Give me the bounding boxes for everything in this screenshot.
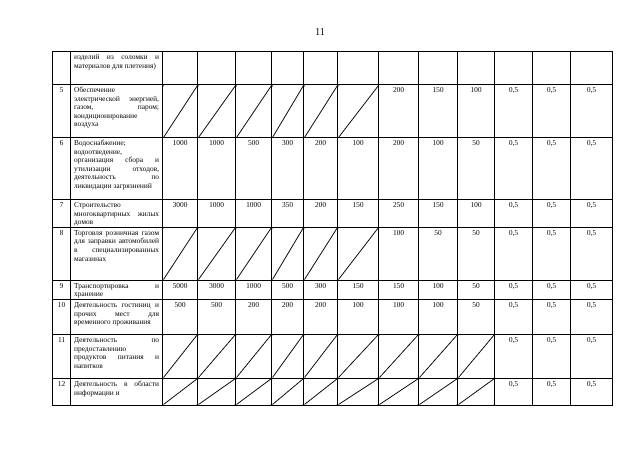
value-cell: 0,5 (571, 85, 613, 138)
value-cell: 0,5 (571, 200, 613, 228)
value-cell (419, 52, 458, 85)
crossed-cell (198, 85, 236, 138)
value-cell: 100 (338, 138, 379, 200)
crossed-cell (338, 227, 379, 280)
crossed-cell (272, 227, 304, 280)
value-cell: 200 (304, 138, 338, 200)
value-cell (338, 52, 379, 85)
row-number: 10 (53, 299, 71, 334)
value-cell: 100 (419, 138, 458, 200)
value-cell: 0,5 (571, 280, 613, 299)
value-cell: 150 (338, 200, 379, 228)
crossed-cell (198, 378, 236, 405)
row-description: Обеспечение электрической энергией, газом, паром; кондиционирование воздуха (71, 85, 163, 138)
row-description: изделий из соломки и материалов для плетения) (71, 52, 163, 85)
crossed-cell (458, 334, 495, 378)
value-cell: 500 (198, 299, 236, 334)
value-cell: 50 (458, 280, 495, 299)
value-cell: 200 (304, 299, 338, 334)
crossed-cell (338, 334, 379, 378)
value-cell: 150 (419, 85, 458, 138)
value-cell (533, 52, 571, 85)
row-number: 6 (53, 138, 71, 200)
table-row (53, 227, 613, 280)
value-cell: 250 (379, 200, 419, 228)
value-cell: 0,5 (533, 227, 571, 280)
crossed-cell (236, 227, 272, 280)
crossed-cell (236, 378, 272, 405)
value-cell: 100 (458, 85, 495, 138)
value-cell (272, 52, 304, 85)
value-cell: 0,5 (495, 280, 533, 299)
crossed-cell (338, 85, 379, 138)
value-cell: 3000 (163, 200, 198, 228)
row-description: Транспортировка и хранение (71, 280, 163, 299)
table-row (53, 138, 613, 200)
value-cell: 0,5 (495, 138, 533, 200)
value-cell: 0,5 (533, 85, 571, 138)
value-cell: 0,5 (495, 299, 533, 334)
crossed-cell (163, 227, 198, 280)
crossed-cell (304, 227, 338, 280)
table-row (53, 334, 613, 378)
value-cell: 500 (163, 299, 198, 334)
value-cell: 50 (458, 227, 495, 280)
value-cell: 0,5 (533, 299, 571, 334)
value-cell: 5000 (163, 280, 198, 299)
crossed-cell (304, 334, 338, 378)
value-cell: 0,5 (533, 334, 571, 378)
table-row (53, 280, 613, 299)
value-cell: 500 (236, 138, 272, 200)
value-cell: 0,5 (495, 200, 533, 228)
value-cell: 150 (419, 200, 458, 228)
row-description: Строительство многоквартирных жилых домов (71, 200, 163, 228)
row-number: 8 (53, 227, 71, 280)
value-cell: 50 (419, 227, 458, 280)
table-row (53, 200, 613, 228)
value-cell: 0,5 (495, 85, 533, 138)
crossed-cell (304, 378, 338, 405)
rates-table (52, 51, 613, 406)
row-description: Торговля розничная газом для заправки автомобилей в специализированных магазинах (71, 227, 163, 280)
value-cell: 300 (272, 138, 304, 200)
crossed-cell (236, 85, 272, 138)
value-cell: 150 (338, 280, 379, 299)
value-cell (495, 52, 533, 85)
row-description: Деятельность гостиниц и прочих мест для временного проживания (71, 299, 163, 334)
value-cell: 1000 (163, 138, 198, 200)
crossed-cell (272, 334, 304, 378)
value-cell: 300 (304, 280, 338, 299)
crossed-cell (163, 378, 198, 405)
crossed-cell (338, 378, 379, 405)
crossed-cell (163, 85, 198, 138)
value-cell (304, 52, 338, 85)
row-number: 7 (53, 200, 71, 228)
crossed-cell (379, 334, 419, 378)
crossed-cell (379, 378, 419, 405)
value-cell (163, 52, 198, 85)
value-cell: 100 (338, 299, 379, 334)
row-description: Деятельность в области информации и (71, 378, 163, 405)
value-cell: 50 (458, 138, 495, 200)
value-cell: 0,5 (571, 138, 613, 200)
value-cell: 200 (272, 299, 304, 334)
value-cell (458, 52, 495, 85)
row-number: 11 (53, 334, 71, 378)
value-cell: 0,5 (571, 299, 613, 334)
value-cell (571, 52, 613, 85)
value-cell: 0,5 (533, 138, 571, 200)
value-cell: 0,5 (533, 200, 571, 228)
table-row (53, 299, 613, 334)
row-number (53, 52, 71, 85)
value-cell: 1000 (198, 138, 236, 200)
table-row (53, 52, 613, 85)
value-cell: 0,5 (571, 227, 613, 280)
row-number: 5 (53, 85, 71, 138)
value-cell: 100 (379, 227, 419, 280)
value-cell: 0,5 (495, 227, 533, 280)
value-cell: 150 (379, 280, 419, 299)
table-row (53, 378, 613, 405)
row-number: 9 (53, 280, 71, 299)
value-cell: 0,5 (533, 378, 571, 405)
crossed-cell (272, 378, 304, 405)
value-cell: 1000 (236, 200, 272, 228)
value-cell: 1000 (198, 200, 236, 228)
crossed-cell (458, 378, 495, 405)
value-cell: 0,5 (495, 334, 533, 378)
value-cell: 3000 (198, 280, 236, 299)
row-number: 12 (53, 378, 71, 405)
value-cell: 50 (458, 299, 495, 334)
value-cell: 200 (304, 200, 338, 228)
value-cell: 0,5 (571, 378, 613, 405)
crossed-cell (163, 334, 198, 378)
crossed-cell (304, 85, 338, 138)
page-number: 11 (315, 27, 325, 38)
value-cell: 1000 (236, 280, 272, 299)
crossed-cell (272, 85, 304, 138)
value-cell: 200 (236, 299, 272, 334)
row-description: Водоснабжение; водоотведение, организация сбора и утилизации отходов, деятельность по ликвидации загрязнений (71, 138, 163, 200)
value-cell: 0,5 (495, 378, 533, 405)
value-cell (198, 52, 236, 85)
value-cell: 100 (419, 280, 458, 299)
value-cell (379, 52, 419, 85)
crossed-cell (236, 334, 272, 378)
value-cell: 100 (379, 299, 419, 334)
value-cell: 200 (379, 85, 419, 138)
value-cell: 100 (419, 299, 458, 334)
value-cell: 0,5 (533, 280, 571, 299)
value-cell (236, 52, 272, 85)
crossed-cell (419, 334, 458, 378)
row-description: Деятельность по предоставлению продуктов питания и напитков (71, 334, 163, 378)
crossed-cell (198, 334, 236, 378)
value-cell: 350 (272, 200, 304, 228)
crossed-cell (419, 378, 458, 405)
value-cell: 500 (272, 280, 304, 299)
value-cell: 100 (458, 200, 495, 228)
value-cell: 200 (379, 138, 419, 200)
crossed-cell (198, 227, 236, 280)
value-cell: 0,5 (571, 334, 613, 378)
table-row (53, 85, 613, 138)
